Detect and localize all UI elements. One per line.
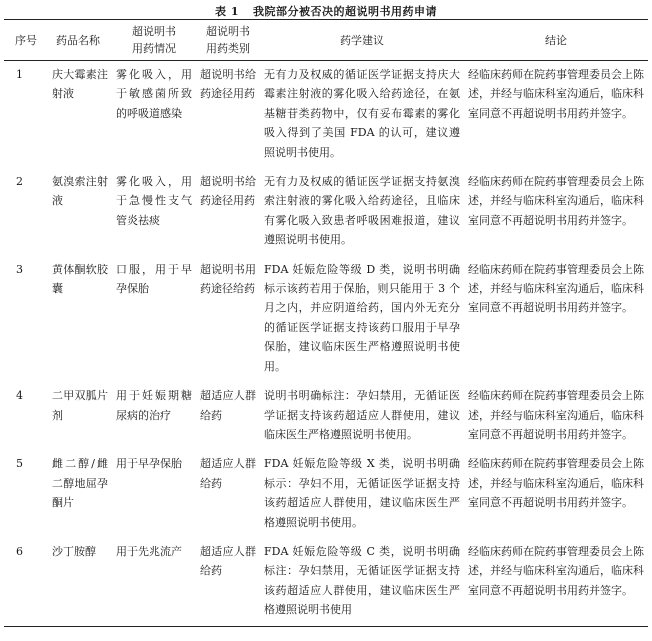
cell-advice: FDA 妊娠危险等级 C 类，说明书明确标注：孕妇禁用，无循证医学证据支持该药超适应人群使用，建议临床医生严格遵照说明书使用 <box>264 544 460 617</box>
cell-drug: 黄体酮软胶囊 <box>52 262 108 296</box>
cell-category: 超说明书给药途径用药 <box>200 175 256 208</box>
cell-situation: 雾化吸入，用于急慢性支气管炎祛痰 <box>116 175 192 227</box>
header-situation-line1: 超说明书 <box>132 25 176 38</box>
cell-conclusion: 经临床药师在院药事管理委员会上陈述，并经与临床科室沟通后，临床科室同意不再超说明书用药并签字。 <box>468 457 644 510</box>
table-header <box>4 20 648 61</box>
table-row <box>4 168 648 256</box>
cell-situation: 雾化吸入，用于敏感菌所致的呼吸道感染 <box>116 68 192 120</box>
cell-conclusion: 经临床药师在院药事管理委员会上陈述，并经与临床科室沟通后，临床科室同意不再超说明书用药并签字。 <box>468 68 644 120</box>
table-row <box>4 61 648 169</box>
header-situation-line2: 用药情况 <box>132 42 176 55</box>
cell-category: 超适应人群给药 <box>200 544 256 578</box>
header-category-line1: 超说明书 <box>206 25 250 38</box>
cell-drug: 沙丁胺醇 <box>52 544 96 558</box>
cell-advice: FDA 妊娠危险等级 D 类，说明书明确标示该药若用于保胎，则只能用于 3 个月之内，并应阴道给药，国内外无充分的循证医学证据支持该药口服用于早孕保胎，建议临床医生严格遵照说明书使用。 <box>264 262 460 373</box>
header-category-line2: 用药类别 <box>206 42 250 55</box>
cell-drug: 氨溴索注射液 <box>52 175 108 208</box>
cell-conclusion: 经临床药师在院药事管理委员会上陈述，并经与临床科室沟通后，临床科室同意不再超说明书用药并签字。 <box>468 262 644 315</box>
header-category <box>196 20 260 61</box>
cell-no: 5 <box>16 457 23 471</box>
cell-situation: 口服，用于早孕保胎 <box>116 262 192 296</box>
table-caption <box>4 0 648 19</box>
rejected-off-label-requests-table <box>4 19 648 627</box>
cell-category: 超适应人群给药 <box>200 389 256 422</box>
table-row <box>4 538 648 626</box>
cell-no: 2 <box>16 175 23 189</box>
cell-no: 3 <box>16 262 23 276</box>
cell-category: 超说明书给药途径用药 <box>200 68 256 101</box>
cell-drug: 二甲双胍片剂 <box>52 389 108 422</box>
header-no: 序号 <box>15 33 37 47</box>
cell-advice: 无有力及权威的循证医学证据支持氨溴索注射液的雾化吸入给药途径，且临床有雾化吸入致患者呼吸困难报道，建议遵照说明书使用。 <box>264 175 460 247</box>
cell-no: 6 <box>16 544 23 558</box>
header-conclusion: 结论 <box>545 33 567 47</box>
cell-category: 超适应人群给药 <box>200 457 256 490</box>
table-row <box>4 256 648 382</box>
cell-advice: 无有力及权威的循证医学证据支持庆大霉素注射液的雾化吸入给药途径，在氨基糖苷类药物中，仅有妥布霉素的雾化吸入得到了美国 FDA 的认可，建议遵照说明书使用。 <box>264 68 460 159</box>
cell-conclusion: 经临床药师在院药事管理委员会上陈述，并经与临床科室沟通后，临床科室同意不再超说明书用药并签字。 <box>468 544 644 597</box>
cell-advice: FDA 妊娠危险等级 X 类，说明书明确标示：孕妇不用，无循证医学证据支持该药超适应人群使用，建议临床医生严格遵照说明书使用。 <box>264 457 460 529</box>
table-row <box>4 450 648 538</box>
cell-no: 4 <box>16 389 23 403</box>
cell-situation: 用于早孕保胎 <box>116 457 182 471</box>
cell-conclusion: 经临床药师在院药事管理委员会上陈述，并经与临床科室沟通后，临床科室同意不再超说明书用药并签字。 <box>468 389 644 441</box>
table-body <box>4 61 648 627</box>
header-situation <box>112 20 196 61</box>
cell-situation: 用于妊娠期糖尿病的治疗 <box>116 389 192 422</box>
cell-situation: 用于先兆流产 <box>116 544 182 558</box>
table-header-row <box>4 20 648 61</box>
cell-no: 1 <box>16 68 23 81</box>
table-caption-title: 我院部分被否决的超说明书用药申请 <box>252 5 437 18</box>
cell-advice: 说明书明确标注：孕妇禁用，无循证医学证据支持该药超适应人群使用，建议临床医生严格遵照说明书使用。 <box>264 389 460 441</box>
header-drug: 药品名称 <box>56 33 100 47</box>
header-advice: 药学建议 <box>340 33 384 47</box>
cell-drug: 庆大霉素注射液 <box>52 68 108 101</box>
table-caption-label: 表 1 <box>215 5 239 18</box>
table-row <box>4 382 648 450</box>
cell-category: 超说明书用药途径给药 <box>200 262 256 296</box>
cell-conclusion: 经临床药师在院药事管理委员会上陈述，并经与临床科室沟通后，临床科室同意不再超说明书用药并签字。 <box>468 175 644 227</box>
cell-drug: 雌二醇/雌二醇地屈孕酮片 <box>52 457 108 510</box>
